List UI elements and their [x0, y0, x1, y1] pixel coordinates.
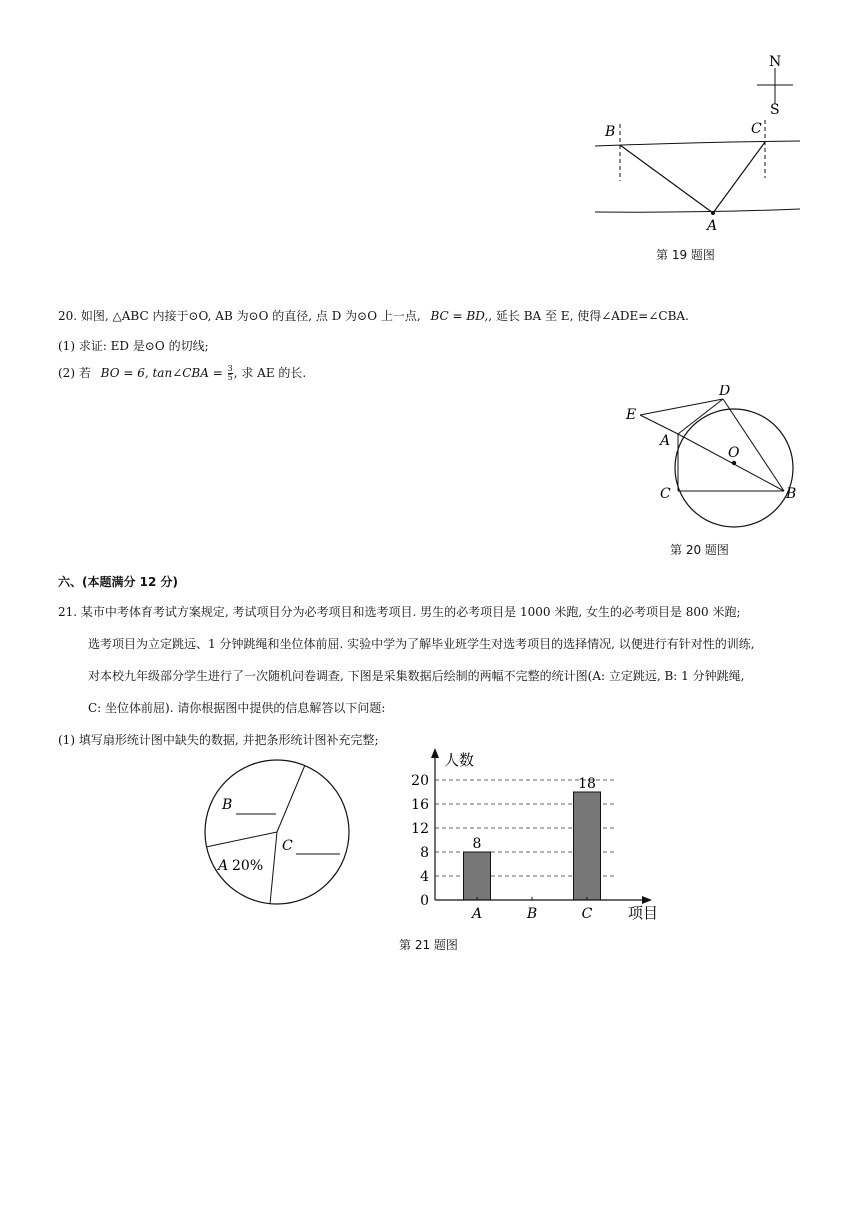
pie-label-a: A [218, 858, 229, 874]
q19-figure [585, 48, 815, 238]
river-bank-bottom [595, 209, 800, 212]
q20-figure [620, 385, 810, 535]
pie-label-b: B [222, 797, 233, 813]
x-axis-title: 项目 [628, 904, 659, 922]
point-b-label: B [786, 486, 797, 502]
q21-line-2: 选考项目为立定跳远、1 分钟跳绳和坐位体前屈. 实验中学为了解毕业班学生对选考项目的选择情况, 以便进行有针对性的训练, [88, 637, 755, 651]
x-tick-label-B: B [526, 906, 538, 922]
data-label-A: 8 [472, 836, 482, 852]
y-axis-title: 人数 [444, 751, 475, 769]
bar-chart [400, 740, 670, 925]
point-d-label: D [719, 385, 731, 399]
data-label-C: 18 [578, 776, 596, 792]
bar-A [464, 852, 491, 900]
pie-a-percent: 20% [232, 858, 264, 874]
point-o-label: O [728, 445, 740, 461]
q20-part1: (1) 求证: ED 是⊙O 的切线; [58, 339, 209, 353]
compass-s-label: S [770, 102, 780, 118]
q20-stem-math: BC = BD, [430, 309, 489, 323]
q19-caption: 第 19 题图 [656, 248, 715, 262]
pie-divider-3 [270, 832, 277, 904]
y-tick-label: 12 [411, 821, 429, 837]
y-tick-label: 0 [420, 893, 429, 909]
y-tick-label: 4 [420, 869, 429, 885]
pie-chart [200, 755, 355, 910]
q20-stem-text-2: , 延长 BA 至 E, 使得∠ADE=∠CBA. [488, 309, 689, 323]
q21-caption: 第 21 题图 [399, 938, 458, 952]
q20-caption: 第 20 题图 [670, 543, 729, 557]
pie-divider-2 [206, 832, 277, 847]
point-e-label: E [626, 407, 637, 423]
q20-part2 [58, 365, 306, 382]
compass-n-label: N [769, 54, 782, 70]
pie-label-c: C [282, 838, 293, 854]
y-axis-arrow [431, 748, 439, 758]
point-a-label: A [660, 433, 671, 449]
q21-line-3: 对本校九年级部分学生进行了一次随机问卷调查, 下图是采集数据后绘制的两幅不完整的统计图(A: 立定跳远, B: 1 分钟跳绳, [88, 669, 745, 683]
q20-part2-suffix: , 求 AE 的长. [233, 366, 307, 380]
x-tick-label-C: C [581, 906, 593, 922]
point-a-label: A [707, 218, 718, 234]
q20-stem [58, 308, 689, 324]
x-axis-arrow [642, 896, 652, 904]
y-tick-label: 20 [411, 773, 429, 789]
y-tick-label: 8 [420, 845, 429, 861]
river-bank-top [595, 141, 800, 146]
point-c-label: C [751, 121, 762, 137]
bar-C [574, 792, 601, 900]
q20-part2-math: BO = 6, tan∠CBA = [100, 366, 223, 380]
q20-fraction-num: 3 [227, 364, 233, 373]
y-tick-label: 16 [411, 797, 429, 813]
q21-line-1: 21. 某市中考体育考试方案规定, 考试项目分为必考项目和选考项目. 男生的必考项目是 1000 米跑, 女生的必考项目是 800 米跑; [58, 605, 741, 619]
q20-fraction [228, 365, 233, 382]
q20-stem-text: 20. 如图, △ABC 内接于⊙O, AB 为⊙O 的直径, 点 D 为⊙O 上一点, [58, 309, 421, 323]
q21-part1: (1) 填写扇形统计图中缺失的数据, 并把条形统计图补充完整; [58, 733, 379, 747]
q20-fraction-den: 5 [227, 373, 233, 382]
section-title: 六、(本题满分 12 分) [58, 575, 179, 589]
x-tick-label-A: A [471, 906, 483, 922]
q21-line-4: C: 坐位体前屈). 请你根据图中提供的信息解答以下问题: [88, 701, 386, 715]
q20-part2-prefix: (2) 若 [58, 366, 91, 380]
point-b-label: B [605, 124, 616, 140]
pie-divider-1 [277, 765, 305, 832]
circle-o [675, 409, 793, 527]
point-c-label: C [660, 486, 671, 502]
